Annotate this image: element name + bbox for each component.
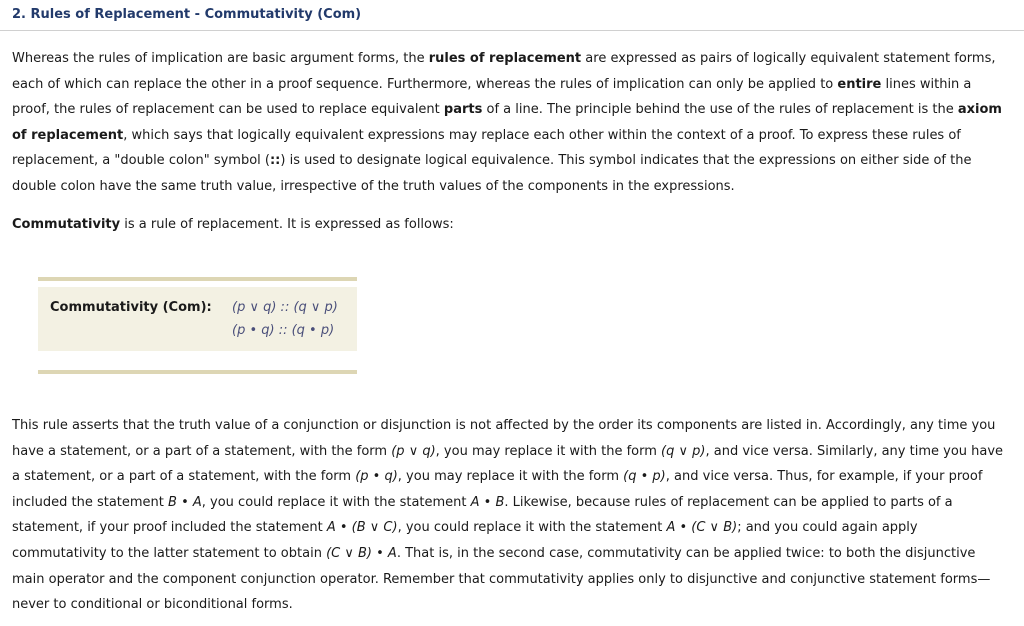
rule-box (38, 287, 357, 351)
expr-p-or-q: (p ∨ q) (391, 443, 436, 459)
expr-p-and-q: (p • q) (355, 469, 398, 485)
expl-text-1: This rule asserts that the truth value of a conjunction or disjunction is not affected by the order its components are listed in. Accordingly, any time you have a statement, or a part of a statement, with the form (12, 418, 996, 459)
intro-text-3: lines within a proof, the rules of replacement can be used to replace equivalent (12, 76, 972, 118)
term-commutativity: Commutativity (12, 217, 121, 232)
title-divider (0, 30, 1024, 31)
expl-text-7: . Likewise, because rules of replacement can be applied to parts of a statement, if your proof included the statement (12, 494, 953, 536)
formula-disjunction: (p ∨ q) :: (q ∨ p) (232, 300, 338, 315)
intro-paragraph (12, 46, 1012, 200)
section-title: 2. Rules of Replacement - Commutativity (Com) (12, 7, 362, 22)
intro-text-6: ) is used to designate logical equivalence. This symbol indicates that the expressions on either side of the double colon have the same truth value, irrespective of the truth values of the components in the expressions. (12, 153, 972, 194)
intro-text-1: Whereas the rules of implication are basic argument forms, the (12, 51, 429, 66)
rule-top-border (38, 277, 357, 281)
term-rules-of-replacement: rules of replacement (428, 51, 582, 66)
lead-text: is a rule of replacement. It is expressed as follows: (120, 217, 454, 232)
expl-text-5: , and vice versa. Thus, for example, if your proof included the statement (12, 469, 983, 510)
expr-a-and-b-or-c: A • (B ∨ C) (326, 520, 398, 536)
expr-q-or-p: (q ∨ p) (661, 443, 706, 459)
intro-text-2: are expressed as pairs of logically equivalent statement forms, each of which can replace the other in a proof sequence. Furthermore, whereas the rules of implication can only be applied to (12, 51, 996, 92)
expl-text-10: . That is, in the second case, commutativity can be applied twice: to both the disjunctive main operator and the component conjunction operator. Remember that commutativity applies only to disjunctive and conjunctive statement forms—never to conditional or biconditional forms. (12, 545, 991, 613)
expr-a-and-b: A • B (470, 494, 505, 510)
rule-label: Commutativity (Com): (50, 300, 212, 315)
expl-text-2: , you may replace it with the form (435, 443, 662, 459)
expl-text-6: , you could replace it with the statement (201, 494, 471, 510)
expl-text-9: ; and you could again apply commutativity to the latter statement to obtain (12, 520, 918, 561)
explanation-paragraph (12, 413, 1012, 618)
expr-q-and-p: (q • p) (623, 469, 666, 485)
expr-c-or-b-and-a: (C ∨ B) • A (326, 545, 397, 561)
lead-paragraph (12, 212, 1012, 238)
term-axiom-of-replacement: axiom of replacement (12, 102, 1002, 143)
formula-conjunction: (p • q) :: (q • p) (232, 323, 335, 338)
rule-bottom-border (38, 370, 357, 374)
expr-a-and-c-or-b: A • (C ∨ B) (666, 520, 738, 536)
term-parts: parts (443, 102, 483, 118)
expl-text-8: , you could replace it with the statement (397, 520, 667, 536)
expl-text-4: , you may replace it with the form (397, 469, 624, 485)
intro-text-4: of a line. The principle behind the use of the rules of replacement is the (482, 102, 958, 118)
expl-text-3: , and vice versa. Similarly, any time you have a statement, or a part of a statement, with the form (12, 443, 1004, 485)
double-colon-symbol: :: (269, 153, 281, 169)
term-entire: entire (837, 76, 882, 92)
intro-text-5: , which says that logically equivalent expressions may replace each other within the context of a proof. To express these rules of replacement, a "double colon" symbol ( (12, 127, 961, 169)
expr-b-and-a: B • A (168, 494, 202, 510)
